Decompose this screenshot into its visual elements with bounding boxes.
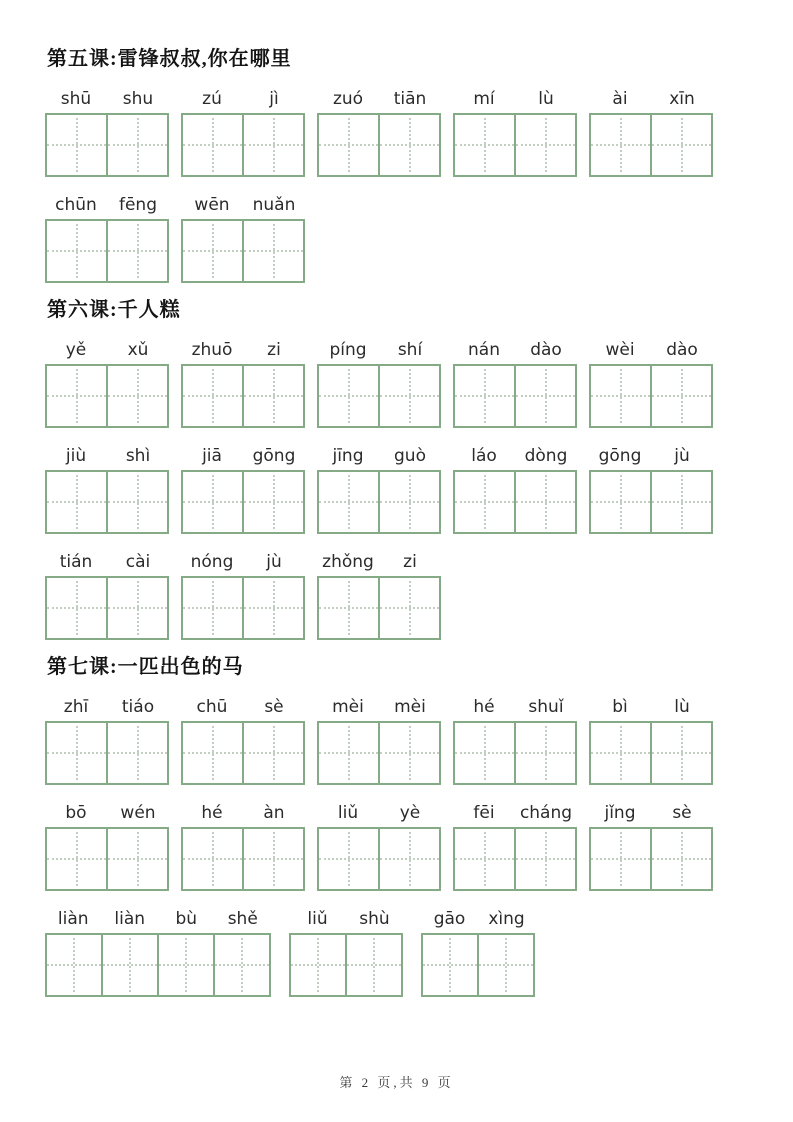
word-group <box>45 550 169 640</box>
pinyin-syllable: lù <box>674 697 690 717</box>
writing-grid <box>181 721 305 785</box>
word-group <box>317 550 441 640</box>
pinyin-syllable: shuǐ <box>528 697 564 717</box>
pinyin-syllable: jīng <box>332 446 364 466</box>
word-group <box>45 907 271 997</box>
writing-cell <box>242 221 303 281</box>
lesson-section <box>45 656 793 997</box>
writing-cell <box>101 935 157 995</box>
writing-cell <box>477 935 533 995</box>
pinyin-syllable: jiù <box>65 446 87 466</box>
writing-grid <box>45 113 169 177</box>
pinyin-syllable: tiān <box>393 89 427 109</box>
writing-cell <box>650 115 711 175</box>
pinyin-row <box>317 87 441 111</box>
pinyin-syllable: píng <box>329 340 367 360</box>
writing-cell <box>378 366 439 426</box>
pinyin-syllable: zuó <box>332 89 364 109</box>
pinyin-syllable: shu <box>122 89 154 109</box>
pinyin-row <box>453 338 577 362</box>
pinyin-syllable: zhī <box>63 697 89 717</box>
word-group <box>181 193 305 283</box>
word-group <box>45 338 169 428</box>
pinyin-row <box>317 338 441 362</box>
pinyin-row <box>589 444 713 468</box>
pinyin-syllable: zi <box>403 552 417 572</box>
pinyin-row <box>453 444 577 468</box>
pinyin-syllable: wēn <box>194 195 230 215</box>
word-group <box>181 550 305 640</box>
writing-cell <box>455 472 514 532</box>
pinyin-row <box>181 193 305 217</box>
writing-cell <box>591 829 650 889</box>
pinyin-syllable: mèi <box>332 697 364 717</box>
pinyin-syllable: yè <box>399 803 421 823</box>
writing-grid <box>181 827 305 891</box>
writing-grid <box>317 576 441 640</box>
pinyin-row <box>181 695 305 719</box>
writing-grid <box>181 576 305 640</box>
pinyin-syllable: jǐng <box>604 803 636 823</box>
word-group <box>317 444 441 534</box>
word-group <box>45 801 169 891</box>
word-group <box>453 695 577 785</box>
pinyin-row <box>589 87 713 111</box>
word-group <box>589 444 713 534</box>
pinyin-syllable: shù <box>359 909 390 929</box>
pinyin-syllable: cháng <box>519 803 573 823</box>
writing-cell <box>47 723 106 783</box>
word-row <box>45 444 793 534</box>
pinyin-syllable: liàn <box>57 909 89 929</box>
word-group <box>421 907 535 997</box>
writing-cell <box>183 829 242 889</box>
pinyin-syllable: liàn <box>114 909 146 929</box>
writing-cell <box>242 578 303 638</box>
writing-cell <box>591 723 650 783</box>
pinyin-syllable: sè <box>672 803 692 823</box>
writing-cell <box>213 935 269 995</box>
word-row <box>45 550 793 640</box>
pinyin-row <box>45 801 169 825</box>
word-group <box>181 338 305 428</box>
writing-cell <box>183 115 242 175</box>
pinyin-row <box>45 695 169 719</box>
pinyin-syllable: bō <box>65 803 87 823</box>
writing-cell <box>242 829 303 889</box>
writing-cell <box>47 366 106 426</box>
writing-grid <box>453 364 577 428</box>
writing-cell <box>319 723 378 783</box>
word-group <box>45 193 169 283</box>
pinyin-syllable: chūn <box>55 195 97 215</box>
word-group <box>289 907 403 997</box>
writing-grid <box>45 470 169 534</box>
lesson-section <box>45 299 793 640</box>
writing-cell <box>514 115 575 175</box>
word-row <box>45 801 793 891</box>
writing-grid <box>453 113 577 177</box>
writing-cell <box>47 472 106 532</box>
writing-cell <box>378 115 439 175</box>
writing-grid <box>181 113 305 177</box>
word-group <box>589 87 713 177</box>
pinyin-syllable: liǔ <box>337 803 359 823</box>
writing-cell <box>106 221 167 281</box>
writing-cell <box>514 472 575 532</box>
word-group <box>317 801 441 891</box>
pinyin-syllable: wèi <box>605 340 635 360</box>
pinyin-syllable: xǔ <box>127 340 149 360</box>
pinyin-syllable: jiā <box>202 446 222 466</box>
pinyin-row <box>453 801 577 825</box>
writing-grid <box>589 827 713 891</box>
pinyin-syllable: wén <box>120 803 156 823</box>
writing-cell <box>423 935 477 995</box>
writing-cell <box>319 115 378 175</box>
pinyin-syllable: chū <box>196 697 228 717</box>
writing-grid <box>317 827 441 891</box>
pinyin-syllable: gōng <box>598 446 642 466</box>
writing-cell <box>650 472 711 532</box>
pinyin-syllable: yě <box>65 340 87 360</box>
writing-grid <box>317 721 441 785</box>
writing-cell <box>291 935 345 995</box>
pinyin-row <box>317 550 441 574</box>
word-group <box>317 87 441 177</box>
word-group <box>181 801 305 891</box>
writing-cell <box>47 115 106 175</box>
writing-cell <box>106 578 167 638</box>
pinyin-row <box>181 87 305 111</box>
pinyin-syllable: láo <box>471 446 497 466</box>
writing-grid <box>45 364 169 428</box>
pinyin-syllable: fēng <box>118 195 157 215</box>
word-group <box>453 87 577 177</box>
word-row <box>45 695 793 785</box>
writing-grid <box>181 219 305 283</box>
writing-cell <box>183 578 242 638</box>
writing-grid <box>421 933 535 997</box>
writing-cell <box>650 829 711 889</box>
pinyin-syllable: shì <box>125 446 151 466</box>
writing-grid <box>589 364 713 428</box>
lesson-title: 第七课:一匹出色的马 <box>47 656 244 678</box>
writing-cell <box>242 366 303 426</box>
writing-cell <box>319 578 378 638</box>
pinyin-row <box>317 444 441 468</box>
word-group <box>317 338 441 428</box>
pinyin-row <box>45 444 169 468</box>
pinyin-syllable: jì <box>269 89 279 109</box>
writing-cell <box>106 829 167 889</box>
writing-cell <box>106 366 167 426</box>
writing-cell <box>319 472 378 532</box>
pinyin-row <box>181 550 305 574</box>
pinyin-row <box>589 801 713 825</box>
pinyin-syllable: lù <box>538 89 554 109</box>
pinyin-row <box>289 907 403 931</box>
word-group <box>181 695 305 785</box>
word-group <box>453 801 577 891</box>
pinyin-syllable: jù <box>266 552 282 572</box>
word-group <box>181 87 305 177</box>
writing-cell <box>514 829 575 889</box>
writing-cell <box>378 829 439 889</box>
writing-grid <box>453 470 577 534</box>
pinyin-syllable: shě <box>227 909 258 929</box>
pinyin-syllable: nóng <box>190 552 234 572</box>
writing-grid <box>589 721 713 785</box>
word-group <box>453 338 577 428</box>
writing-cell <box>242 115 303 175</box>
pinyin-syllable: dào <box>666 340 698 360</box>
writing-cell <box>183 366 242 426</box>
pinyin-syllable: hé <box>473 697 495 717</box>
writing-cell <box>514 723 575 783</box>
pinyin-row <box>421 907 535 931</box>
writing-cell <box>183 472 242 532</box>
pinyin-syllable: xīn <box>669 89 695 109</box>
writing-cell <box>183 723 242 783</box>
pinyin-syllable: bù <box>175 909 198 929</box>
writing-cell <box>106 115 167 175</box>
writing-cell <box>378 472 439 532</box>
pinyin-syllable: nuǎn <box>252 195 296 215</box>
writing-cell <box>47 829 106 889</box>
writing-cell <box>345 935 401 995</box>
pinyin-syllable: tián <box>59 552 93 572</box>
writing-cell <box>650 723 711 783</box>
writing-cell <box>106 472 167 532</box>
pinyin-syllable: mèi <box>394 697 426 717</box>
writing-cell <box>591 472 650 532</box>
pinyin-syllable: dào <box>530 340 562 360</box>
pinyin-syllable: gāo <box>433 909 466 929</box>
writing-grid <box>317 364 441 428</box>
writing-cell <box>455 723 514 783</box>
pinyin-syllable: mí <box>473 89 495 109</box>
word-group <box>589 801 713 891</box>
pinyin-syllable: liǔ <box>307 909 328 929</box>
writing-cell <box>47 578 106 638</box>
writing-cell <box>591 115 650 175</box>
writing-cell <box>47 221 106 281</box>
pinyin-row <box>45 550 169 574</box>
writing-cell <box>242 723 303 783</box>
pinyin-syllable: zhǒng <box>322 552 374 572</box>
word-group <box>181 444 305 534</box>
pinyin-row <box>45 193 169 217</box>
word-group <box>589 338 713 428</box>
writing-grid <box>45 219 169 283</box>
writing-grid <box>181 470 305 534</box>
pinyin-syllable: zi <box>267 340 281 360</box>
writing-grid <box>589 470 713 534</box>
pinyin-syllable: guò <box>394 446 426 466</box>
pinyin-syllable: gōng <box>252 446 296 466</box>
pinyin-row <box>589 338 713 362</box>
pinyin-syllable: àn <box>263 803 285 823</box>
writing-cell <box>650 366 711 426</box>
pinyin-syllable: shū <box>60 89 92 109</box>
pinyin-syllable: tiáo <box>121 697 155 717</box>
pinyin-row <box>453 87 577 111</box>
writing-cell <box>47 935 101 995</box>
word-row <box>45 193 793 283</box>
lesson-title: 第六课:千人糕 <box>47 299 181 321</box>
writing-grid <box>45 576 169 640</box>
pinyin-row <box>589 695 713 719</box>
word-row <box>45 338 793 428</box>
word-group <box>453 444 577 534</box>
writing-grid <box>45 827 169 891</box>
pinyin-row <box>181 801 305 825</box>
writing-grid <box>45 933 271 997</box>
writing-cell <box>319 366 378 426</box>
writing-grid <box>289 933 403 997</box>
writing-grid <box>317 470 441 534</box>
pinyin-syllable: hé <box>201 803 223 823</box>
pinyin-syllable: zú <box>202 89 222 109</box>
writing-grid <box>589 113 713 177</box>
writing-cell <box>242 472 303 532</box>
word-group <box>45 87 169 177</box>
word-group <box>45 695 169 785</box>
writing-cell <box>183 221 242 281</box>
writing-cell <box>106 723 167 783</box>
writing-grid <box>317 113 441 177</box>
pinyin-row <box>45 338 169 362</box>
writing-cell <box>455 829 514 889</box>
writing-grid <box>181 364 305 428</box>
writing-grid <box>453 827 577 891</box>
word-group <box>45 444 169 534</box>
pinyin-row <box>453 695 577 719</box>
writing-cell <box>378 578 439 638</box>
pinyin-row <box>45 907 271 931</box>
word-row <box>45 87 793 177</box>
pinyin-syllable: xìng <box>488 909 525 929</box>
pinyin-syllable: nán <box>468 340 500 360</box>
lesson-section <box>45 48 793 283</box>
pinyin-row <box>317 801 441 825</box>
writing-grid <box>45 721 169 785</box>
page-footer <box>0 1072 793 1091</box>
pinyin-row <box>45 87 169 111</box>
writing-cell <box>455 366 514 426</box>
writing-cell <box>157 935 213 995</box>
writing-cell <box>455 115 514 175</box>
writing-cell <box>319 829 378 889</box>
word-group <box>317 695 441 785</box>
writing-cell <box>591 366 650 426</box>
page-number-text: 第 2 页,共 9 页 <box>339 1075 454 1090</box>
writing-grid <box>453 721 577 785</box>
pinyin-row <box>181 444 305 468</box>
pinyin-syllable: shí <box>397 340 423 360</box>
pinyin-syllable: cài <box>125 552 151 572</box>
word-row <box>45 907 793 997</box>
pinyin-syllable: fēi <box>473 803 495 823</box>
lesson-title: 第五课:雷锋叔叔,你在哪里 <box>47 48 292 70</box>
pinyin-syllable: dòng <box>524 446 568 466</box>
writing-cell <box>378 723 439 783</box>
writing-cell <box>514 366 575 426</box>
pinyin-row <box>317 695 441 719</box>
word-group <box>589 695 713 785</box>
pinyin-syllable: sè <box>264 697 284 717</box>
pinyin-syllable: ài <box>612 89 628 109</box>
pinyin-syllable: bì <box>612 697 628 717</box>
pinyin-row <box>181 338 305 362</box>
pinyin-syllable: jù <box>674 446 690 466</box>
pinyin-syllable: zhuō <box>191 340 233 360</box>
